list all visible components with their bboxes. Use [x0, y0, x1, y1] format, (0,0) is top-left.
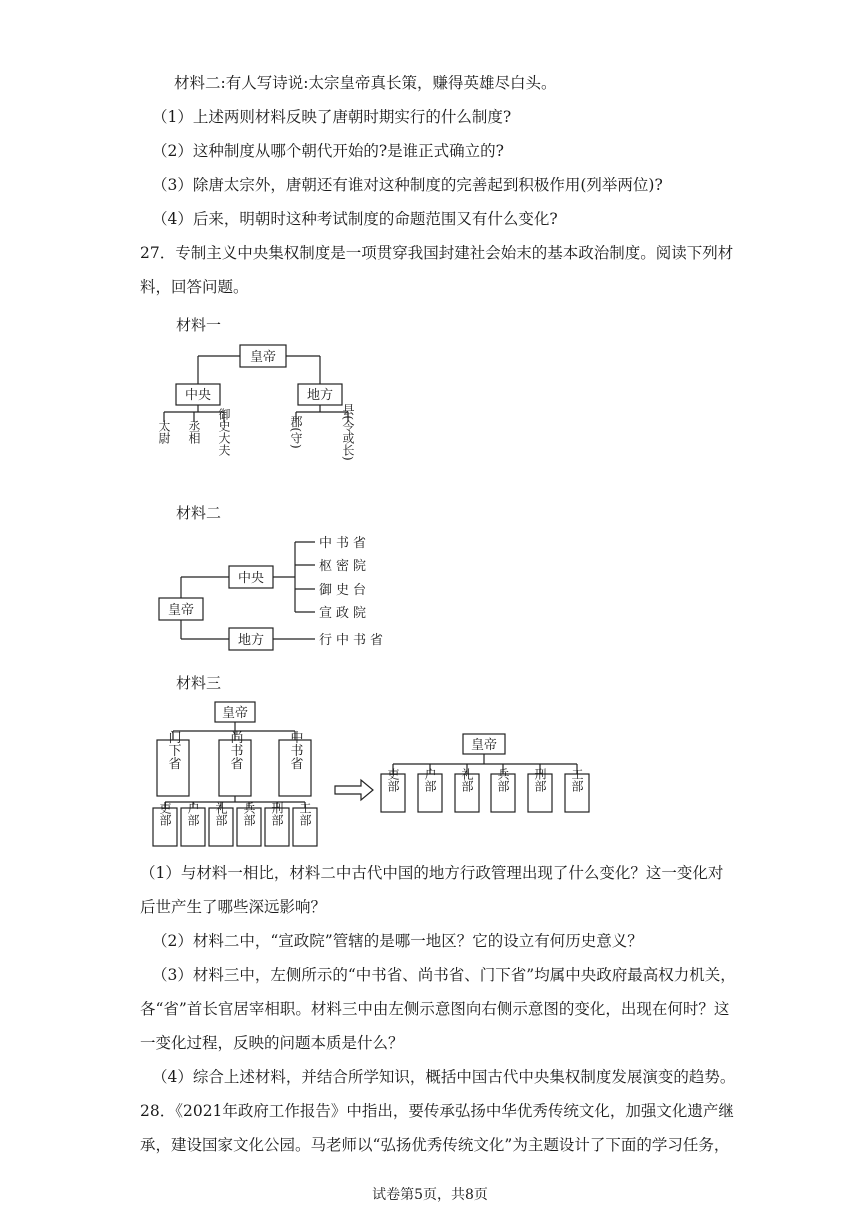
- m3-right-ministry-1: 户部: [423, 768, 437, 792]
- m3-emperor-right: 皇帝: [470, 738, 498, 753]
- m3-emperor-left: 皇帝: [221, 706, 249, 721]
- material3-label: 材料三: [176, 674, 222, 692]
- m3-left-ministry-0: 吏部: [158, 802, 172, 826]
- m2-central-item-3: 宣政院: [319, 606, 371, 621]
- m3-province-0: 门下省: [165, 730, 181, 770]
- m2-local: 地方: [237, 633, 265, 648]
- m3-left-ministry-2: 礼部: [214, 802, 228, 826]
- m1-central-item-0: 太尉: [157, 420, 171, 444]
- m3-left-ministry-1: 户部: [186, 802, 200, 826]
- q27-sub3-line2: 各“省”首长官居宰相职。材料三中由左侧示意图向右侧示意图的变化，出现在何时？这: [140, 1000, 730, 1018]
- q28-line2: 承，建设国家文化公园。马老师以“弘扬优秀传统文化”为主题设计了下面的学习任务，: [140, 1136, 730, 1154]
- q27-sub3-line1: （3）材料三中，左侧所示的“中书省、尚书省、门下省”均属中央政府最高权力机关，: [152, 966, 736, 984]
- m3-province-1: 尚书省: [227, 730, 243, 770]
- page-footer: 试卷第5页，共8页: [372, 1187, 488, 1203]
- m3-right-ministry-2: 礼部: [460, 768, 474, 792]
- q27-sub3-line3: 一变化过程，反映的问题本质是什么？: [140, 1034, 404, 1052]
- q27-stem-line2: 料，回答问题。: [140, 278, 249, 296]
- m1-emperor: 皇帝: [249, 350, 277, 365]
- m3-right-ministry-0: 吏部: [386, 768, 400, 792]
- m2-central-item-0: 中书省: [319, 536, 371, 551]
- q27-sub1-line2: 后世产生了哪些深远影响？: [140, 898, 327, 916]
- m3-left-ministry-3: 兵部: [242, 802, 256, 826]
- m1-central-item-2: 御史大夫: [217, 408, 231, 456]
- q27-sub1-line1: （1）与材料一相比，材料二中古代中国的地方行政管理出现了什么变化？这一变化对: [140, 864, 724, 882]
- q26-sub1: （1）上述两则材料反映了唐朝时期实行的什么制度?: [152, 108, 512, 126]
- q27-sub4: （4）综合上述材料，并结合所学知识，概括中国古代中央集权制度发展演变的趋势。: [152, 1068, 736, 1086]
- m1-central-item-1: 丞相: [187, 420, 201, 444]
- m2-local-item: 行中书省: [319, 633, 385, 648]
- m2-central-item-1: 枢密院: [319, 559, 371, 574]
- m3-left-ministry-4: 刑部: [270, 802, 284, 826]
- q26-sub3: （3）除唐太宗外，唐朝还有谁对这种制度的完善起到积极作用(列举两位)?: [152, 176, 663, 194]
- q27-stem-line1: 27．专制主义中央集权制度是一项贯穿我国封建社会始末的基本政治制度。阅读下列材: [140, 244, 734, 262]
- q27-sub2: （2）材料二中，“宣政院”管辖的是哪一地区？它的设立有何历史意义？: [152, 932, 643, 950]
- m3-right-ministry-3: 兵部: [496, 768, 510, 792]
- q28-line1: 28．《2021年政府工作报告》中指出，要传承弘扬中华优秀传统文化，加强文化遗产继: [140, 1102, 734, 1120]
- m1-local-item-1: 县(令或长): [341, 403, 355, 461]
- material1-label: 材料一: [176, 316, 222, 334]
- q26-sub2: （2）这种制度从哪个朝代开始的?是谁正式确立的?: [152, 142, 504, 160]
- m2-emperor: 皇帝: [167, 603, 195, 618]
- material1-diagram: [150, 340, 380, 490]
- m2-central-item-2: 御史台: [319, 583, 371, 598]
- q26-sub4: （4）后来，明朝时这种考试制度的命题范围又有什么变化?: [152, 210, 558, 228]
- material2-label: 材料二: [176, 504, 222, 522]
- q26-material2: 材料二:有人写诗说:太宗皇帝真长策，赚得英雄尽白头。: [174, 74, 557, 92]
- m3-province-2: 中书省: [287, 730, 303, 770]
- material3-diagram: [145, 698, 615, 848]
- material2-diagram: [155, 528, 385, 654]
- m1-central: 中央: [184, 388, 212, 403]
- m2-central: 中央: [237, 571, 265, 586]
- m3-right-ministry-5: 工部: [570, 768, 584, 792]
- m1-local: 地方: [306, 388, 334, 403]
- m3-left-ministry-5: 工部: [298, 802, 312, 826]
- m3-right-ministry-4: 刑部: [533, 768, 547, 792]
- m1-local-item-0: 郡(守): [289, 415, 303, 449]
